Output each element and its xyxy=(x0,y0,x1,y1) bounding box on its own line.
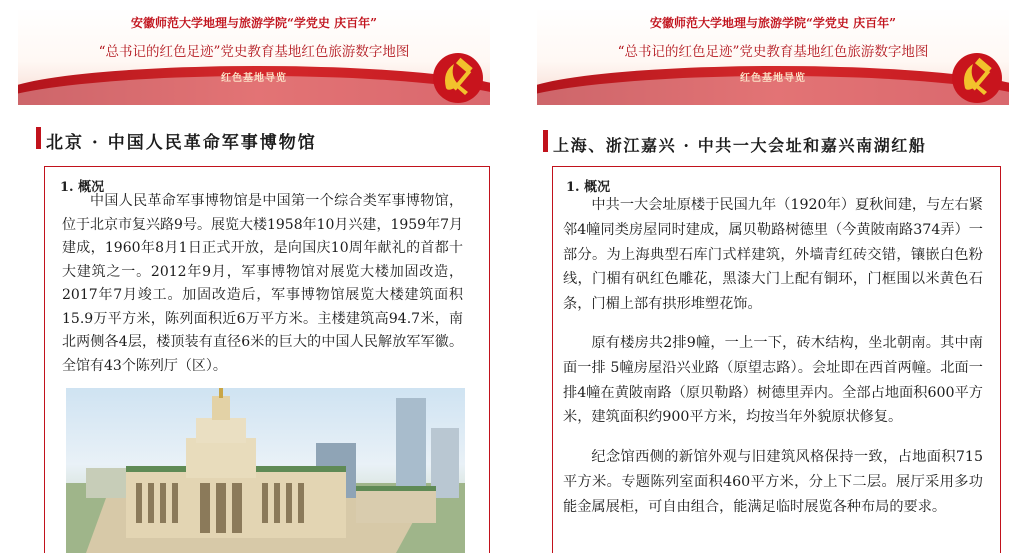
title-accent-bar xyxy=(36,127,41,149)
banner-line-1: 安徽师范大学地理与旅游学院“学党史 庆百年” xyxy=(650,16,896,30)
section-title: 北京 · 中国人民革命军事博物馆 xyxy=(46,133,317,153)
right-page xyxy=(519,0,1024,553)
paragraph-1: 中共一大会址原楼于民国九年（1920年）夏秋间建，与左右紧邻4幢同类房屋同时建成，属贝勒路树德里（今黄陂南路374弄）一部分。为上海典型石库门式样建筑，外墙青红砖交错，镶嵌白色粉线，门楣有矾红色雕花，黑漆大门上配有铜环，门框围以米黄色石条，门楣上部有拱形堆塑花饰。 xyxy=(563,197,983,313)
museum-illustration xyxy=(66,388,465,553)
museum-photo xyxy=(66,388,465,553)
subheading: 1. 概况 xyxy=(60,180,105,195)
banner-line-1: 安徽师范大学地理与旅游学院“学党史 庆百年” xyxy=(131,16,377,30)
banner-line-2: “总书记的红色足迹”党史教育基地红色旅游数字地图 xyxy=(98,44,410,60)
title-accent-bar xyxy=(543,130,548,152)
banner-line-2: “总书记的红色足迹”党史教育基地红色旅游数字地图 xyxy=(617,44,929,60)
party-emblem-icon xyxy=(951,52,1003,104)
party-emblem-icon xyxy=(432,52,484,104)
paragraph-3: 纪念馆西侧的新馆外观与旧建筑风格保持一致，占地面积715平方米。专题陈列室面积460平方米，分上下二层。展厅采用多功能金属展柜，可自由组合，能满足临时展览各种布局的要求。 xyxy=(563,449,983,515)
section-title: 上海、浙江嘉兴 · 中共一大会址和嘉兴南湖红船 xyxy=(553,136,927,155)
banner-line-3: 红色基地导览 xyxy=(221,73,287,84)
paragraph-1: 中国人民革命军事博物馆是中国第一个综合类军事博物馆，位于北京市复兴路9号。展览大楼1958年10月兴建，1959年7月建成，1960年8月1日正式开放，是向国庆10周年献礼的首都十大建筑之一。2012年9月，军事博物馆对展览大楼加固改造，2017年7月竣工。加固改造后，军事博物馆展览大楼建筑面积15.9万平方米，陈列面积近6万平方米。主楼建筑高94.7米，南北两侧各4层，楼顶装有直径6米的巨大的中国人民解放军军徽。全馆有43个陈列厅（区）。 xyxy=(62,193,463,374)
header-banner xyxy=(18,8,490,105)
header-banner xyxy=(537,8,1009,105)
banner-line-3: 红色基地导览 xyxy=(740,73,806,84)
subheading: 1. 概况 xyxy=(566,180,611,195)
paragraph-2: 原有楼房共2排9幢，一上一下，砖木结构，坐北朝南。其中南面一排 5幢房屋沿兴业路（原望志路）。会址即在西首两幢。北面一排4幢在黄陂南路（原贝勒路）树德里弄内。全部占地面积600平方米，建筑面积约900平方米，均按当年外貌原状修复。 xyxy=(563,335,983,426)
left-page xyxy=(0,0,505,553)
